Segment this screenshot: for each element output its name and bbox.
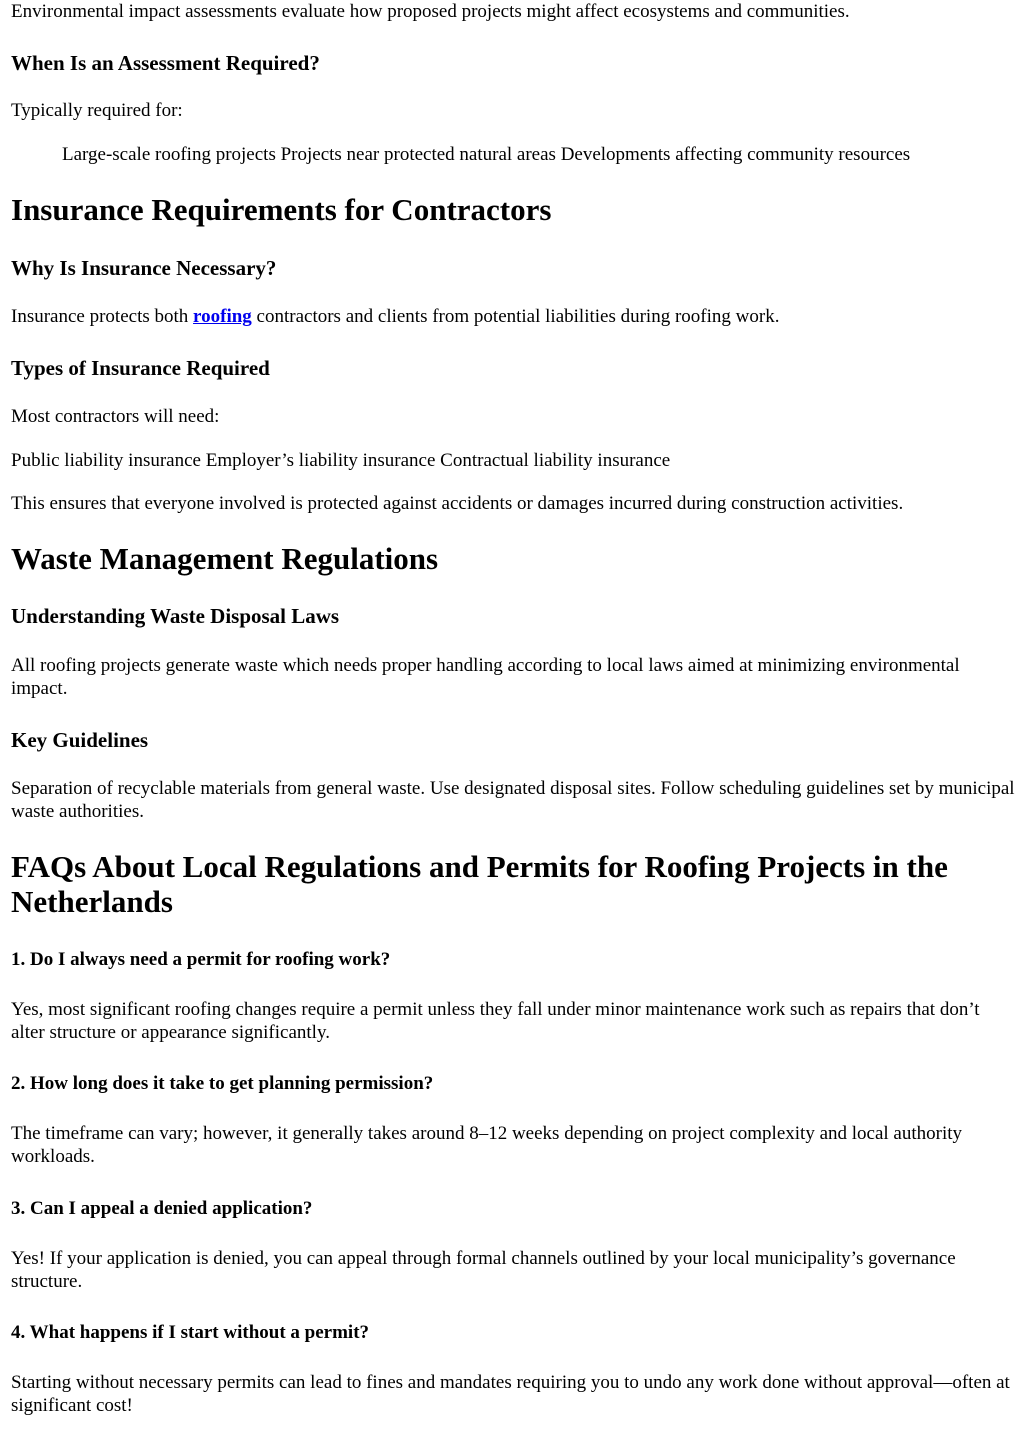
eia-typically-paragraph: Typically required for: <box>11 100 183 121</box>
waste-key-guidelines-paragraph: Separation of recyclable materials from general waste. Use designated disposal sites. Follow scheduling guidelines set by municipal waste authorities. <box>11 778 1015 822</box>
faq-answer-1: Yes, most significant roofing changes require a permit unless they fall under minor maintenance work such as repairs that don’t alter structure or appearance significantly. <box>11 999 980 1043</box>
insurance-most-paragraph: Most contractors will need: <box>11 406 220 427</box>
faq-question-3: 3. Can I appeal a denied application? <box>11 1198 313 1219</box>
faq-answer-4: Starting without necessary permits can lead to fines and mandates requiring you to undo any work done without approval—often at significant cost! <box>11 1372 1010 1416</box>
roofing-link[interactable]: roofing <box>193 306 252 327</box>
insurance-types-list: Public liability insurance Employer’s liability insurance Contractual liability insurance <box>11 450 671 471</box>
faq-question-4: 4. What happens if I start without a permit? <box>11 1322 370 1343</box>
eia-when-heading: When Is an Assessment Required? <box>11 51 320 75</box>
waste-section-heading: Waste Management Regulations <box>11 541 439 576</box>
waste-understanding-paragraph: All roofing projects generate waste which needs proper handling according to local laws aimed at minimizing environmental impact. <box>11 655 960 699</box>
faq-answer-3: Yes! If your application is denied, you can appeal through formal channels outlined by your local municipality’s governance structure. <box>11 1248 956 1292</box>
faq-question-2: 2. How long does it take to get planning permission? <box>11 1073 434 1094</box>
waste-understanding-heading: Understanding Waste Disposal Laws <box>11 604 340 628</box>
faq-question-1: 1. Do I always need a permit for roofing work? <box>11 949 391 970</box>
insurance-why-text-end: contractors and clients from potential liabilities during roofing work. <box>251 306 780 327</box>
waste-key-guidelines-heading: Key Guidelines <box>11 728 149 752</box>
faq-section-heading: FAQs About Local Regulations and Permits for Roofing Projects in the Netherlands <box>11 849 948 919</box>
insurance-types-heading: Types of Insurance Required <box>11 356 270 380</box>
eia-requirements-list: Large-scale roofing projects Projects near protected natural areas Developments affecting community resources <box>62 144 911 165</box>
insurance-why-heading: Why Is Insurance Necessary? <box>11 256 277 280</box>
insurance-why-text-start: Insurance protects both <box>11 306 194 327</box>
eia-intro-paragraph: Environmental impact assessments evaluate how proposed projects might affect ecosystems and communities. <box>11 1 850 22</box>
insurance-ensures-paragraph: This ensures that everyone involved is protected against accidents or damages incurred during construction activities. <box>11 493 904 514</box>
insurance-section-heading: Insurance Requirements for Contractors <box>11 192 552 227</box>
faq-answer-2: The timeframe can vary; however, it generally takes around 8–12 weeks depending on project complexity and local authority workloads. <box>11 1123 963 1167</box>
insurance-why-paragraph <box>11 305 1016 328</box>
